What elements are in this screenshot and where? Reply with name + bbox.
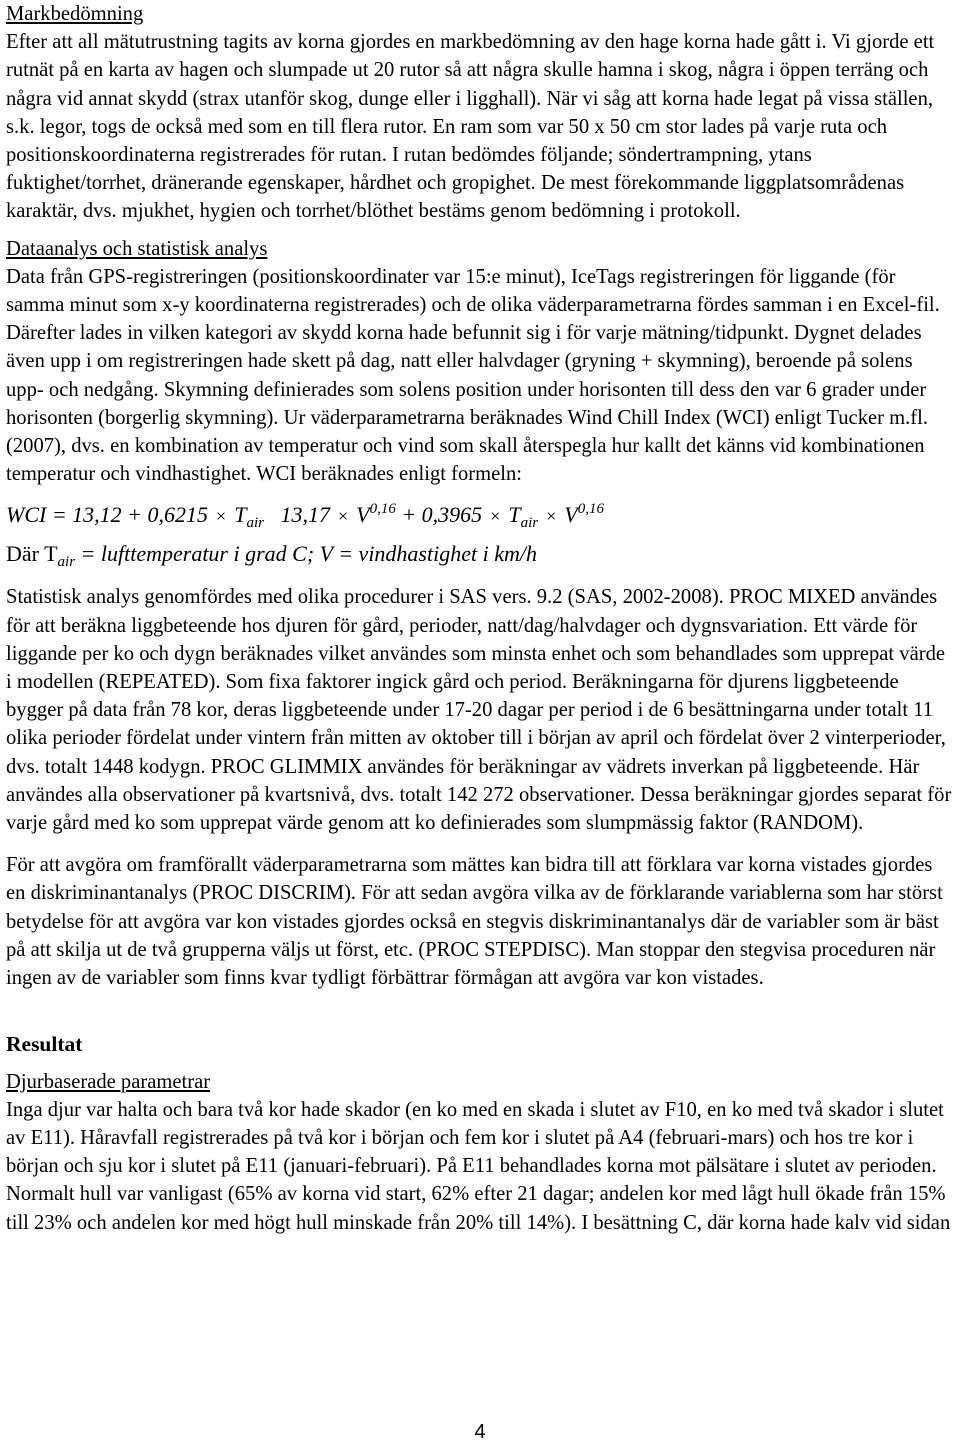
multiply-icon: ×: [546, 506, 557, 527]
formula-v2: V: [564, 502, 578, 528]
formula-v2-sup: 0,16: [577, 501, 604, 518]
formula-t2: T: [508, 502, 521, 528]
where-rest: = lufttemperatur i grad C; V = vindhastighet i km/h: [75, 541, 537, 567]
paragraph-markbedomning: Efter att all mätutrustning tagits av korna gjordes en markbedömning av den hage korna hade gått i. Vi gjorde ett rutnät på en karta av hagen och slumpade ut 20 rutor så att några skulle hamna i skog, några i öppen terräng och några vid annat skydd (strax utanför skog, dunge eller i ligghall). När vi såg att korna hade legat på vissa ställen, s.k. legor, togs de också med som en till flera rutor. En ram som var 50 x 50 cm stor lades på varje ruta och positionskoordinaterna registrerades för rutan. I rutan bedömdes följande; söndertrampning, ytans fuktighet/torrhet, dränerande egenskaper, hårdhet och gropighet. De mest förekommande liggplatsområdenas karaktär, dvs. mjukhet, hygien och torrhet/blöthet bestäms genom bedömning i protokoll.: [6, 31, 935, 223]
paragraph-dataanalys-2: Statistisk analys genomfördes med olika procedurer i SAS vers. 9.2 (SAS, 2002-2008). PROC MIXED användes för att beräkna liggbeteende hos djuren för gård, perioder, natt/dag/halvdager och dygnsvariation. Ett värde för liggande per ko och dygn beräknades vilket användes som minsta enhet och som behandlades som upprepat värde i modellen (REPEATED). Som fixa faktorer ingick gård och period. Beräkningarna för djurens liggbeteende bygger på data från 78 kor, deras liggbeteende under 17-20 dagar per period i de 6 besättningarna under totalt 11 olika perioder fördelat under vintern från mitten av oktober till i början av april och fördelat över 2 vinterperioder, dvs. totalt 1448 kodygn. PROC GLIMMIX användes för beräkningar av vädrets inverkan på liggbeteende. Här användes alla observationer på kvartsnivå, dvs. totalt 142 272 observationer. Dessa beräkningar gjordes separat för varje gård med ko som upprepat värde genom att ko definierades som slumpmässig faktor (RANDOM).: [6, 586, 952, 835]
formula-plus: + 0,3965: [401, 502, 483, 528]
where-sub: air: [57, 554, 76, 571]
multiply-icon: ×: [337, 506, 349, 527]
paragraph-dataanalys-3: För att avgöra om framförallt väderparametrarna som mättes kan bidra till att förklara var korna vistades gjordes en diskriminantanalys (PROC DISCRIM). För att sedan avgöra vilka av de förklarande variablerna som har störst betydelse för att avgöra var kon vistades gjordes också en stegvis diskriminantanalys där de variabler som är bäst på att skilja ut de två grupperna väljs ut först, etc. (PROC STEPDISC). Man stoppar den stegvisa proceduren när ingen av de variabler som finns kvar tydligt förbättrar förmågan att avgöra var kon vistades.: [6, 854, 943, 990]
paragraph-dataanalys-1: Data från GPS-registreringen (positionskoordinater var 15:e minut), IceTags registreringen för liggande (för samma minut som x-y koordinaterna registrerades) och de olika väderparametrarna fördes samman i en Excel-fil. Därefter lades in vilken kategori av skydd korna hade befunnit sig i för varje mätning/tidpunkt. Dygnet delades även upp i om registreringen hade skett på dag, natt eller halvdager (gryning + skymning), beroende på solens upp- och nedgång. Skymning definierades som solens position under horisonten till dess den var 6 grader under horisonten (borgerlig skymning). Ur väderparametrarna beräknades Wind Chill Index (WCI) enligt Tucker m.fl. (2007), dvs. en kombination av temperatur och vind som skall återspegla hur kallt det känns vid kombinationen temperatur och vindhastighet. WCI beräknades enligt formeln:: [6, 265, 940, 486]
document-page: [6, 0, 954, 1237]
formula-v1: V: [356, 502, 370, 528]
formula-lhs: WCI = 13,12 + 0,6215: [6, 502, 209, 528]
section-heading-markbedomning: Markbedömning: [6, 3, 144, 25]
multiply-icon: ×: [216, 506, 227, 527]
formula-t1: T: [234, 502, 247, 528]
section-title-resultat: Resultat: [6, 1032, 83, 1057]
multiply-icon: ×: [490, 506, 501, 527]
formula-v1-sup: 0,16: [369, 501, 396, 518]
formula-definitions: [6, 539, 954, 569]
page-number: 4: [474, 1421, 486, 1443]
wci-formula: [6, 500, 954, 531]
section-heading-djurbaserade: Djurbaserade parametrar: [6, 1070, 211, 1093]
section-heading-dataanalys: Dataanalys och statistisk analys: [6, 237, 268, 260]
where-prefix: Där T: [6, 541, 58, 567]
paragraph-djurbaserade: Inga djur var halta och bara två kor hade skador (en ko med en skada i slutet av F10, en ko med två skador i slutet av E11). Håravfall registrerades på två kor i början och fem kor i slutet på A4 (februari-mars) och hos tre kor i början och sju kor i slutet på E11 (januari-februari). På E11 behandlades korna mot pälsätare i slutet av perioden. Normalt hull var vanligast (65% av korna vid start, 62% efter 21 dagar; andelen kor med lågt hull ökade från 15% till 23% och andelen kor med högt hull minskade från 20% till 14%). I besättning C, där korna hade kalv vid sidan: [6, 1098, 951, 1234]
formula-t1-sub: air: [246, 515, 264, 532]
formula-mid: 13,17: [280, 502, 330, 528]
formula-t2-sub: air: [520, 515, 539, 532]
